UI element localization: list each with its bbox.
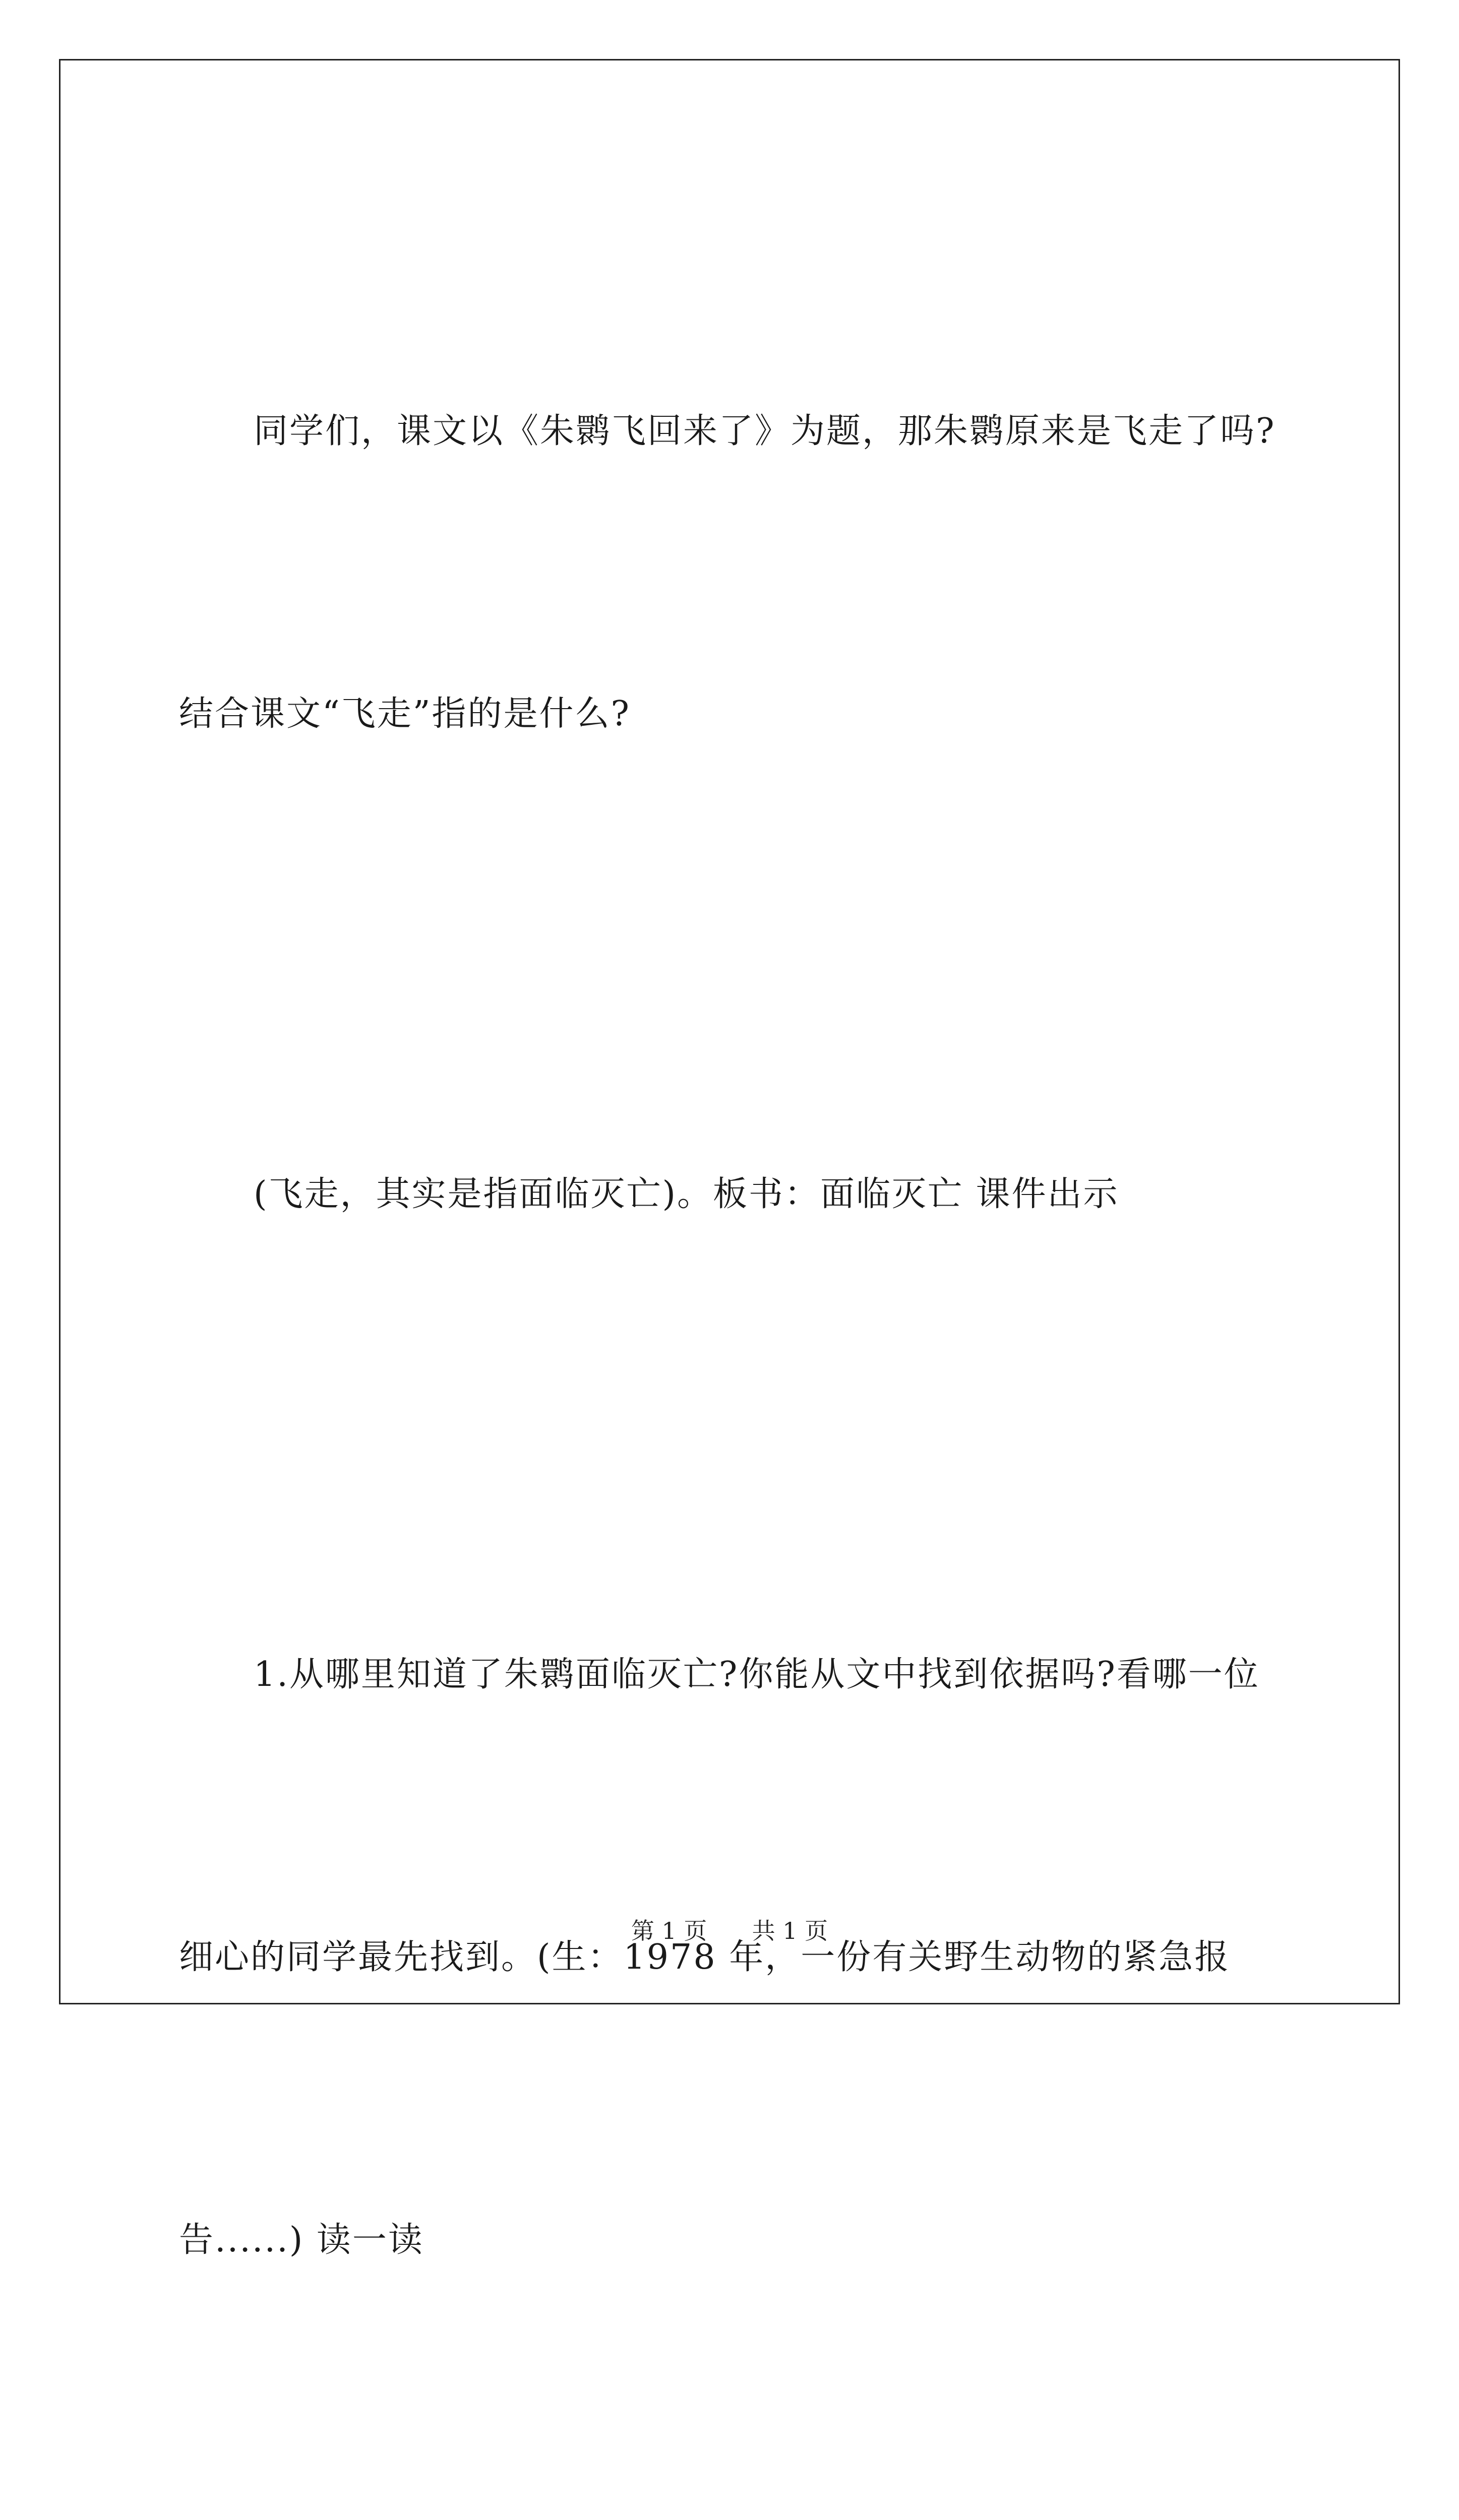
text-line: 1.从哪里知道了朱鹮面临灭亡?你能从文中找到依据吗?看哪一位	[254, 1655, 1260, 1694]
paragraph-4	[179, 2485, 1288, 2520]
text-line: 告......) 读一读	[179, 2220, 424, 2260]
page-footer	[0, 1913, 1459, 1946]
text-line: 细心的同学最先找到。(生：1978 年，一份有关野生动物的紧急报	[179, 1937, 1231, 1977]
text-line: 结合课文“飞走”指的是什么?	[179, 694, 631, 734]
text-line: 同学们，课文以《朱鹮飞回来了》为题，那朱鹮原来是飞走了吗?	[254, 411, 1276, 451]
document-body	[179, 196, 1288, 2520]
paragraph-1	[179, 196, 1288, 950]
page-number: 第 1 页	[631, 1917, 707, 1944]
page-total: 共 1 页	[752, 1917, 828, 1944]
paragraph-3	[179, 1439, 1288, 2476]
text-line: (飞走，其实是指面临灭亡)。板书：面临灭亡 课件出示	[254, 1174, 1119, 1214]
paragraph-2	[179, 959, 1288, 1430]
